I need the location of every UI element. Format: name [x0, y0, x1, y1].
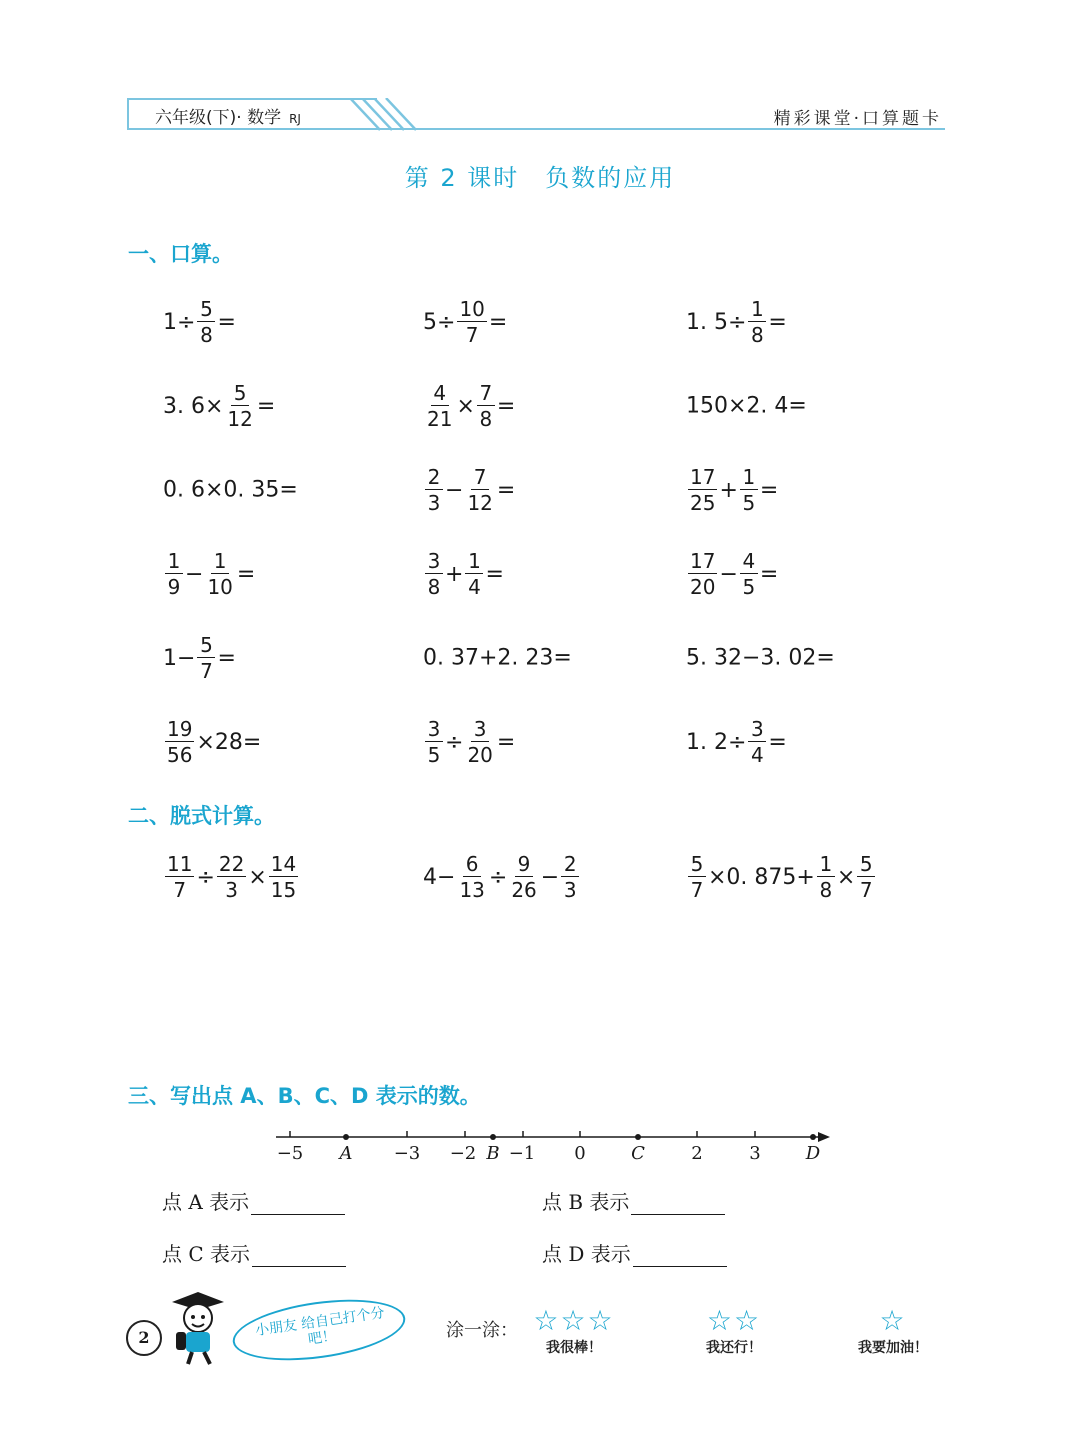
star-icon: ☆ [879, 1304, 907, 1337]
paint-label: 涂一涂： [446, 1320, 518, 1341]
star-icon: ☆☆☆ [533, 1304, 615, 1337]
tick-label: −1 [508, 1143, 536, 1164]
tick-label: −5 [276, 1143, 304, 1164]
student-mascot-icon [166, 1288, 230, 1368]
star-icon: ☆☆ [706, 1304, 762, 1337]
problem: 3. 6× $\frac{5}{12}$ = [163, 381, 276, 431]
problem: 1. 5÷ $\frac{1}{8}$ = [686, 297, 787, 347]
problem: 4− $\frac{6}{13}$ ÷ $\frac{9}{26}$ − $\frac{2}{3}$ [423, 854, 581, 900]
problem: 1÷ $\frac{5}{8}$ = [163, 297, 236, 347]
answer-blank[interactable] [633, 1244, 727, 1267]
tick-label: 2 [691, 1143, 703, 1164]
problem: 150×2. 4= [686, 393, 807, 419]
arrow-icon [818, 1132, 830, 1142]
problem: $\frac{11}{7}$ ÷ $\frac{22}{3}$ × $\frac{14}{15}$ [167, 852, 297, 902]
header-grade: 六年级(下)· 数学 RJ [155, 108, 301, 128]
rating-caption: 我要加油！ [858, 1340, 928, 1356]
problem: $\frac{3}{8}$ + $\frac{1}{4}$ = [423, 551, 504, 597]
answer-a: 点 A 表示 [162, 1186, 345, 1215]
tick-label: −2 [449, 1143, 477, 1164]
answer-c: 点 C 表示 [162, 1238, 346, 1267]
lesson-number: 第 2 课时 [404, 164, 520, 192]
tick-label: B [486, 1143, 500, 1164]
problem: $\frac{3}{5}$ ÷ $\frac{3}{20}$ = [423, 719, 515, 765]
section-oral-title: 一、口算。 [128, 242, 233, 266]
section-stepwise-title: 二、脱式计算。 [128, 804, 275, 828]
problem: $\frac{5}{7}$ ×0. 875+ $\frac{1}{8}$ × $\frac{5}{7}$ [686, 854, 877, 900]
section-numberline-title: 三、写出点 A、B、C、D 表示的数。 [128, 1084, 481, 1108]
problem: $\frac{19}{56}$ ×28= [167, 717, 262, 767]
answer-blank[interactable] [251, 1192, 345, 1215]
problem: 1. 2÷ $\frac{3}{4}$ = [686, 717, 787, 767]
problem: $\frac{17}{20}$ − $\frac{4}{5}$ = [690, 549, 779, 599]
answer-blank[interactable] [631, 1192, 725, 1215]
rating-try[interactable] [848, 1304, 938, 1357]
lesson-title [0, 158, 1080, 193]
answer-d: 点 D 表示 [542, 1238, 727, 1267]
point-a [343, 1134, 349, 1140]
header-edition: RJ [289, 112, 301, 126]
rating-great[interactable] [524, 1304, 624, 1357]
point-b [490, 1134, 496, 1140]
problem: $\frac{1}{9}$ − $\frac{1}{10}$ = [163, 551, 255, 597]
answer-blank[interactable] [252, 1244, 346, 1267]
tick-label: C [631, 1143, 645, 1164]
rating-caption: 我很棒！ [546, 1340, 602, 1356]
problem: $\frac{4}{21}$ × $\frac{7}{8}$ = [427, 381, 516, 431]
problem: $\frac{17}{25}$ + $\frac{1}{5}$ = [690, 465, 779, 515]
problem: 5÷ $\frac{10}{7}$ = [423, 297, 508, 347]
answer-b: 点 B 表示 [542, 1186, 725, 1215]
problem: 5. 32−3. 02= [686, 645, 835, 671]
tick-label: D [805, 1143, 821, 1164]
problem: $\frac{2}{3}$ − $\frac{7}{12}$ = [423, 467, 515, 513]
problem: 0. 6×0. 35= [163, 477, 298, 503]
rating-ok[interactable] [694, 1304, 774, 1357]
bubble-text: 小朋友 给自己打个分吧！ [254, 1305, 386, 1348]
point-d [810, 1134, 816, 1140]
page-number: 2 [126, 1320, 162, 1356]
problem: 1− $\frac{5}{7}$ = [163, 633, 236, 683]
tick-label: 0 [574, 1143, 586, 1164]
lesson-topic: 负数的应用 [545, 164, 676, 192]
rating-caption: 我还行！ [706, 1340, 762, 1356]
tick-label: −3 [393, 1143, 421, 1164]
tick-label: A [339, 1143, 353, 1164]
problem: 0. 37+2. 23= [423, 645, 572, 671]
header-stripes-icon [340, 98, 430, 132]
header-series: 精彩课堂·口算题卡 [773, 109, 942, 129]
point-c [635, 1134, 641, 1140]
tick-label: 3 [749, 1143, 761, 1164]
